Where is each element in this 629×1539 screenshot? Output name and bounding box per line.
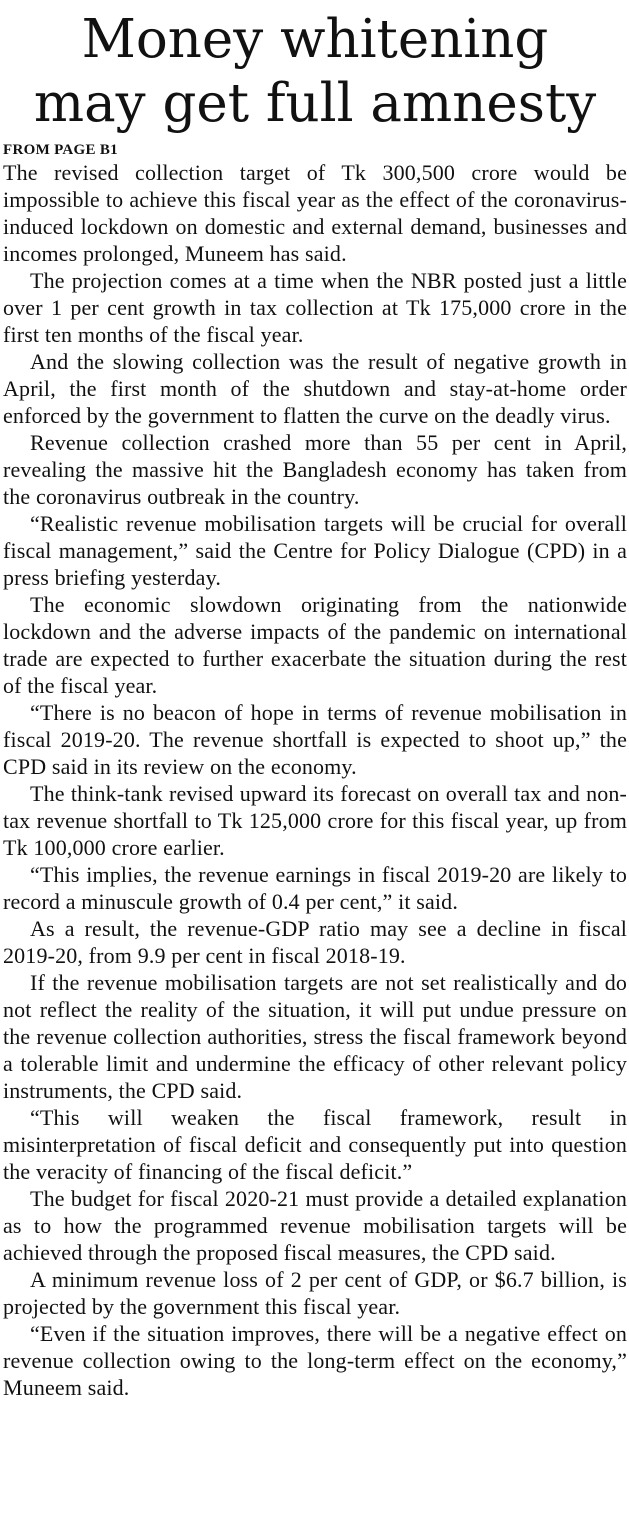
paragraph: The revised collection target of Tk 300,500 crore would be impossible to achieve this fiscal year as the effect of the coronavirus-induced lockdown on domestic and external demand, businesses and incomes prolonged, Muneem has said. bbox=[3, 160, 627, 266]
paragraph: If the revenue mobilisation targets are not set realistically and do not reflect the reality of the situation, it will put undue pressure on the revenue collection authorities, stress the fiscal framework beyond a tolerable limit and undermine the efficacy of other relevant policy instruments, the CPD said. bbox=[3, 970, 627, 1103]
jump-line: FROM PAGE B1 bbox=[3, 142, 118, 158]
paragraph: “This implies, the revenue earnings in fiscal 2019-20 are likely to record a minuscule growth of 0.4 per cent,” it said. bbox=[3, 862, 627, 914]
paragraph: Revenue collection crashed more than 55 per cent in April, revealing the massive hit the Bangladesh economy has taken from the coronavirus outbreak in the country. bbox=[3, 430, 627, 509]
paragraph: As a result, the revenue-GDP ratio may see a decline in fiscal 2019-20, from 9.9 per cent in fiscal 2018-19. bbox=[3, 916, 627, 968]
paragraph: The economic slowdown originating from the nationwide lockdown and the adverse impacts of the pandemic on international trade are expected to further exacerbate the situation during the rest of the fiscal year. bbox=[3, 592, 627, 698]
paragraph: The budget for fiscal 2020-21 must provide a detailed explanation as to how the programmed revenue mobilisation targets will be achieved through the proposed fiscal measures, the CPD said. bbox=[3, 1186, 627, 1265]
paragraph: The think-tank revised upward its forecast on overall tax and non-tax revenue shortfall to Tk 125,000 crore for this fiscal year, up from Tk 100,000 crore earlier. bbox=[3, 781, 627, 860]
headline-line-2: may get full amnesty bbox=[33, 73, 597, 134]
paragraph: “Even if the situation improves, there will be a negative effect on revenue collection owing to the long-term effect on the economy,” Muneem said. bbox=[3, 1321, 627, 1400]
article bbox=[3, 0, 627, 1401]
headline-line-1: Money whitening bbox=[81, 9, 549, 70]
paragraph: “Realistic revenue mobilisation targets will be crucial for overall fiscal management,” said the Centre for Policy Dialogue (CPD) in a press briefing yesterday. bbox=[3, 511, 627, 590]
paragraph: The projection comes at a time when the NBR posted just a little over 1 per cent growth in tax collection at Tk 175,000 crore in the first ten months of the fiscal year. bbox=[3, 268, 627, 347]
article-body bbox=[3, 159, 627, 1401]
paragraph: And the slowing collection was the result of negative growth in April, the first month of the shutdown and stay-at-home order enforced by the government to flatten the curve on the deadly virus. bbox=[3, 349, 627, 428]
paragraph: “This will weaken the fiscal framework, result in misinterpretation of fiscal deficit and consequently put into question the veracity of financing of the fiscal deficit.” bbox=[3, 1105, 627, 1184]
headline bbox=[3, 8, 627, 136]
paragraph: “There is no beacon of hope in terms of revenue mobilisation in fiscal 2019-20. The revenue shortfall is expected to shoot up,” the CPD said in its review on the economy. bbox=[3, 700, 627, 779]
paragraph: A minimum revenue loss of 2 per cent of GDP, or $6.7 billion, is projected by the government this fiscal year. bbox=[3, 1267, 627, 1319]
